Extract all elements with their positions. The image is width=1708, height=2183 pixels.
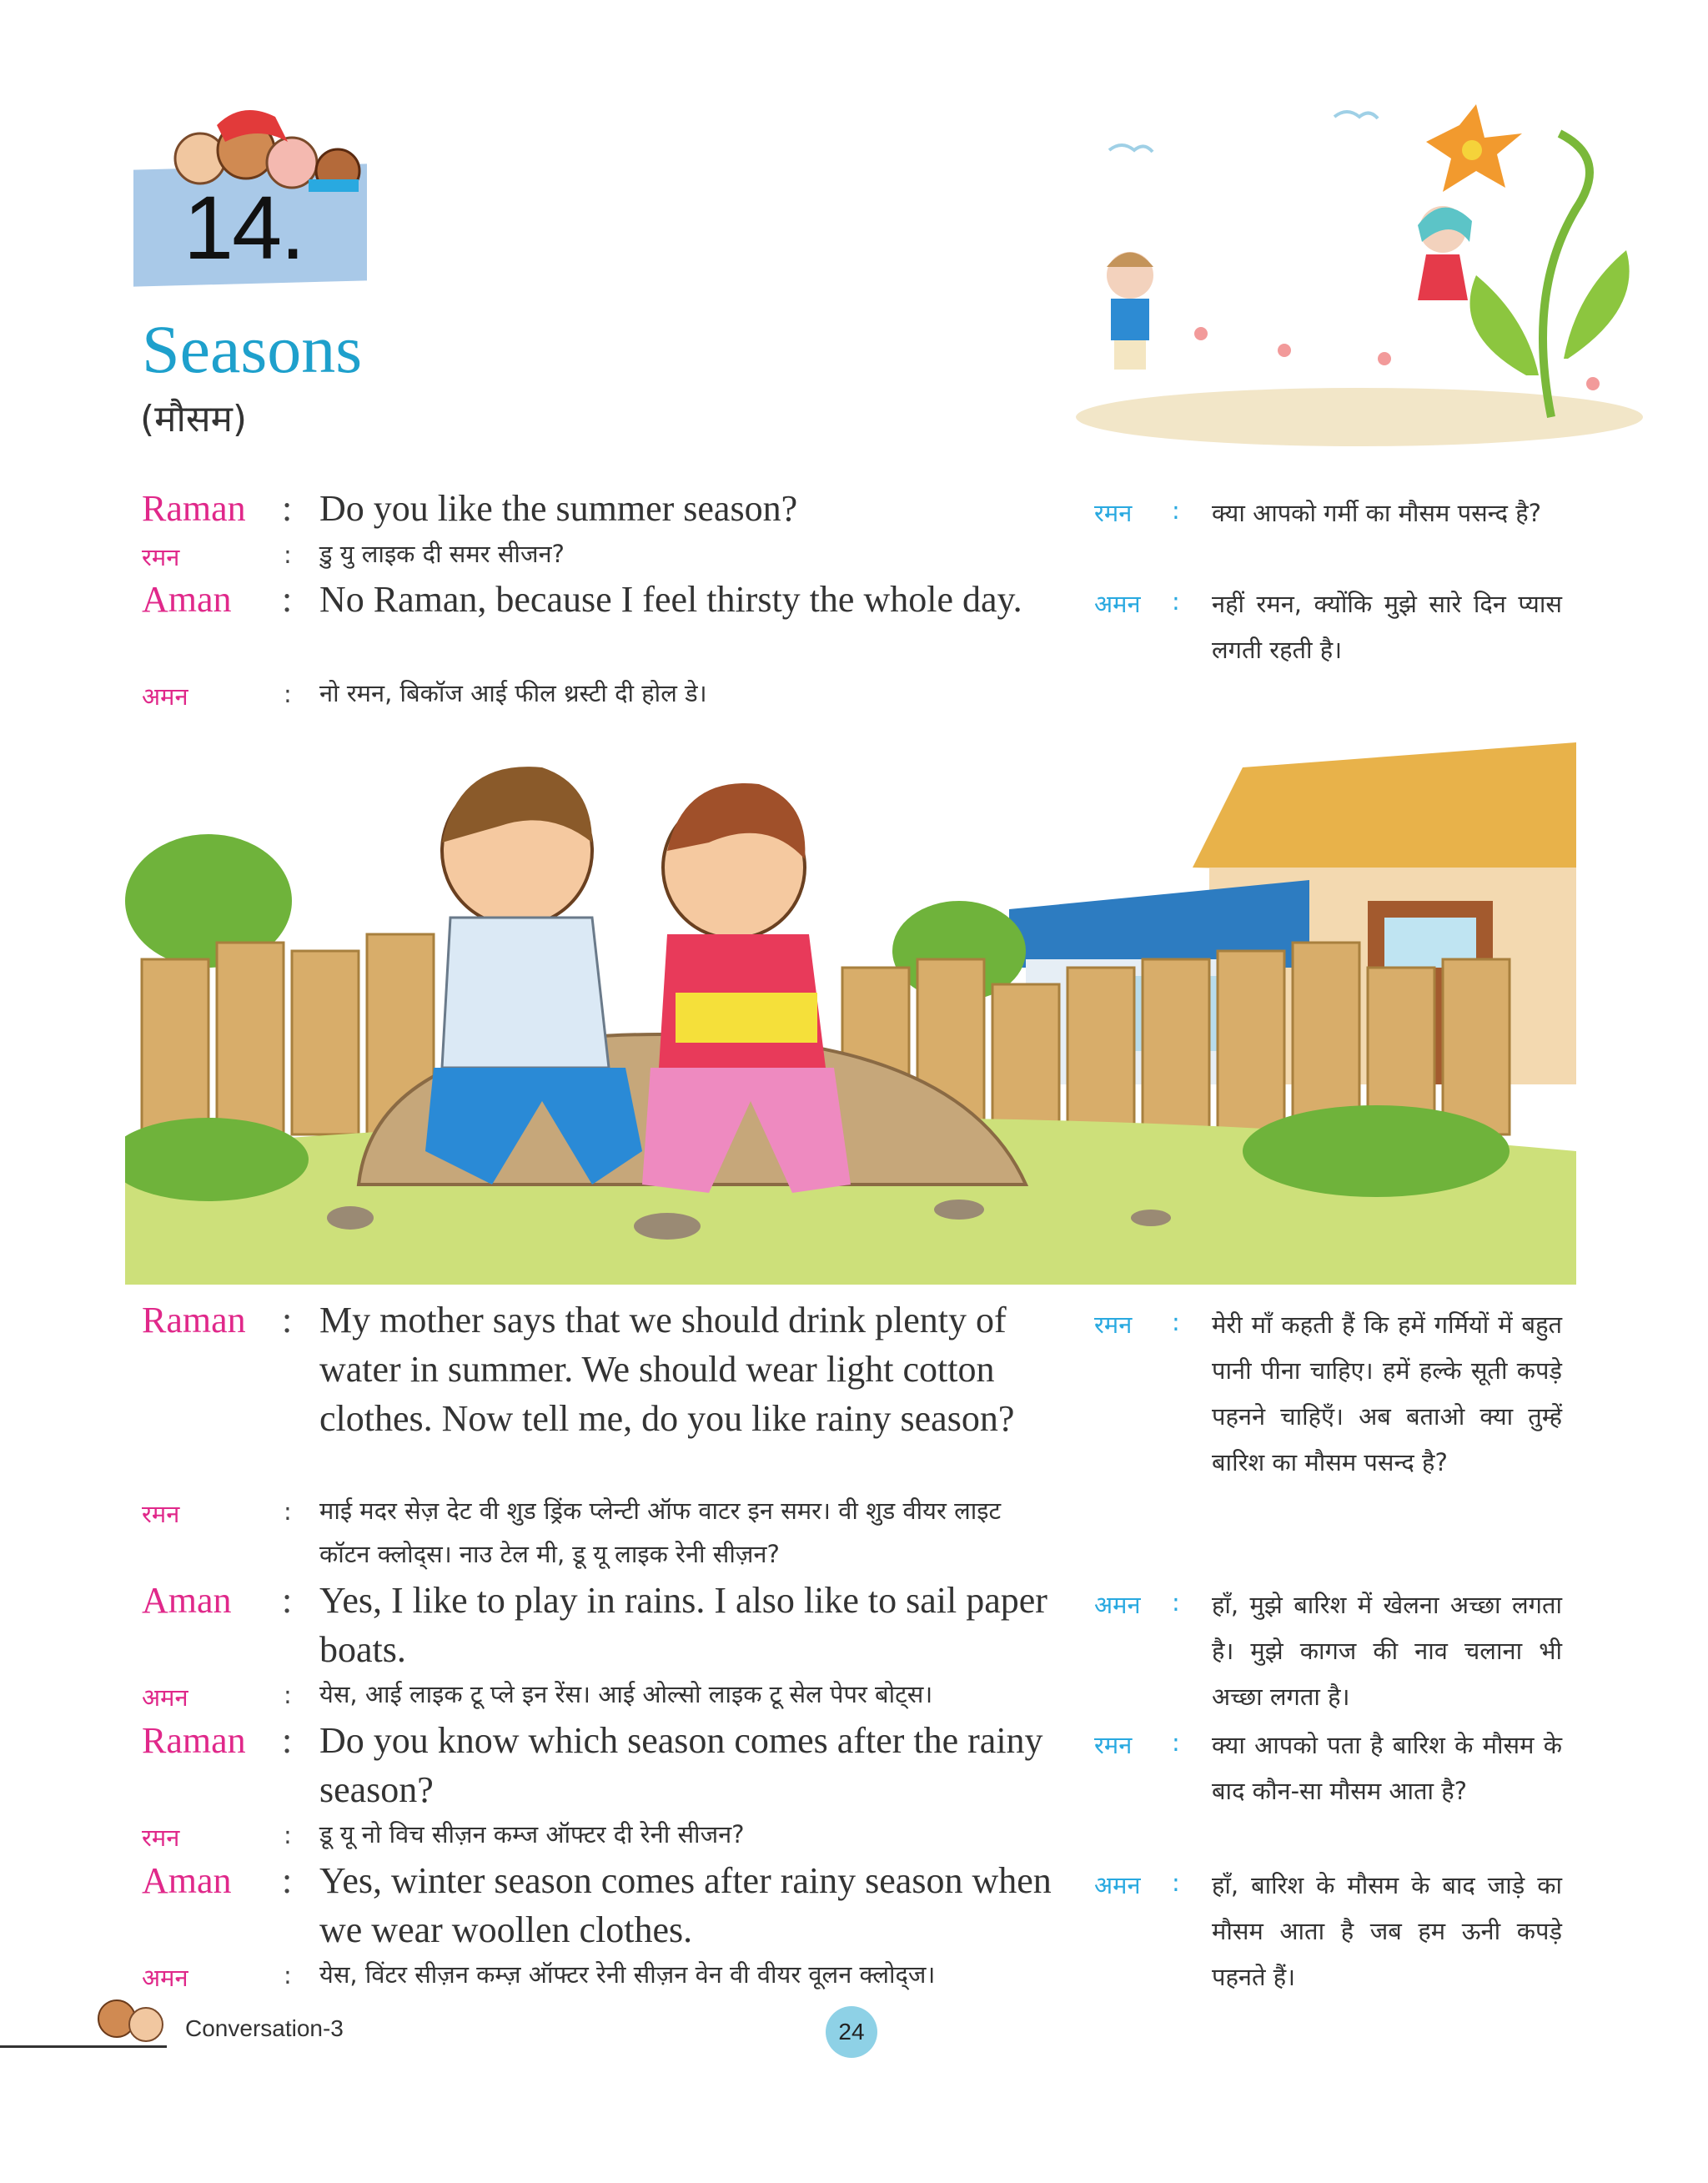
- right-speaker-aman: अमन: [1094, 590, 1141, 618]
- english-line: No Raman, because I feel thirsty the whole day.: [319, 579, 1022, 620]
- colon: :: [284, 541, 292, 569]
- children-flower-illustration: [1059, 83, 1643, 450]
- speaker-aman-en: Aman: [142, 1580, 232, 1621]
- transliteration-line: येस, आई लाइक टू प्ले इन रेंस। आई ओल्सो लाइक टू सेल पेपर बोट्स।: [319, 1680, 933, 1708]
- speaker-raman-en: Raman: [142, 1720, 246, 1761]
- colon: :: [284, 1497, 292, 1526]
- colon: :: [284, 1961, 292, 1989]
- colon: :: [1172, 496, 1180, 525]
- colon: :: [282, 1720, 293, 1761]
- english-line: Yes, I like to play in rains. I also like to sail paper boats.: [319, 1580, 1047, 1670]
- english-line: My mother says that we should drink plenty of water in summer. We should wear light cotton clothes. Now tell me, do you like rainy season?: [319, 1300, 1015, 1439]
- footer-babies-icon: [83, 1981, 175, 2048]
- hindi-translation: हाँ, बारिश के मौसम के बाद जाड़े का मौसम आता है जब हम ऊनी कपड़े पहनते हैं।: [1212, 1871, 1562, 1991]
- right-speaker-raman: रमन: [1094, 1731, 1133, 1759]
- colon: :: [284, 1821, 292, 1849]
- page-subtitle: (मौसम): [140, 398, 248, 440]
- speaker-aman-en: Aman: [142, 1860, 232, 1901]
- colon: :: [284, 1681, 292, 1709]
- hindi-translation: हाँ, मुझे बारिश में खेलना अच्छा लगता है। मुझे कागज की नाव चलाना भी अच्छा लगता है।: [1212, 1591, 1562, 1711]
- colon: :: [282, 1860, 293, 1901]
- colon: :: [1172, 1728, 1180, 1757]
- english-line: Yes, winter season comes after rainy season when we wear woollen clothes.: [319, 1860, 1052, 1950]
- transliteration-line: येस, विंटर सीज़न कम्ज़ ऑफ्टर रेनी सीज़न वेन वी वीयर वूलन क्लोद्ज।: [319, 1960, 936, 1989]
- colon: :: [1172, 1869, 1180, 1897]
- transliteration-line: डु यु लाइक दी समर सीजन?: [319, 540, 565, 568]
- transliteration-line: माई मदर सेज़ देट वी शुड ड्रिंक प्लेन्टी ऑफ वाटर इन समर। वी शुड वीयर लाइट कॉटन क्लोद्स। नाउ टेल मी, डू यू लाइक रेनी सीज़न?: [319, 1496, 1002, 1568]
- english-line: Do you like the summer season?: [319, 488, 798, 529]
- right-speaker-aman: अमन: [1094, 1871, 1141, 1899]
- transliteration-line: नो रमन, बिकॉज आई फील थ्रस्टी दी होल डे।: [319, 679, 707, 707]
- hindi-translation: मेरी माँ कहती हैं कि हमें गर्मियों में बहुत पानी पीना चाहिए। हमें हल्के सूती कपड़े पहनने चाहिएँ। अब बताओ क्या तुम्हें बारिश का मौसम पसन्द है?: [1212, 1310, 1562, 1476]
- colon: :: [282, 579, 293, 620]
- right-speaker-raman: रमन: [1094, 1310, 1133, 1339]
- hindi-translation: क्या आपको पता है बारिश के मौसम के बाद कौन-सा मौसम आता है?: [1212, 1731, 1562, 1805]
- page-number: 24: [826, 2006, 877, 2058]
- speaker-aman-hi: अमन: [142, 682, 188, 711]
- right-speaker-aman: अमन: [1094, 1591, 1141, 1619]
- speaker-raman-hi: रमन: [142, 543, 180, 571]
- colon: :: [1172, 1588, 1180, 1617]
- transliteration-line: डू यू नो विच सीज़न कम्ज ऑफ्टर दी रेनी सीजन?: [319, 1820, 745, 1849]
- speaker-raman-en: Raman: [142, 488, 246, 529]
- colon: :: [1172, 1308, 1180, 1336]
- english-line: Do you know which season comes after the rainy season?: [319, 1720, 1043, 1810]
- speaker-aman-hi: अमन: [142, 1964, 188, 1992]
- speaker-raman-en: Raman: [142, 1300, 246, 1340]
- page-title: Seasons: [142, 311, 363, 387]
- colon: :: [282, 488, 293, 529]
- book-title: Conversation-3: [185, 2015, 344, 2041]
- colon: :: [282, 1300, 293, 1340]
- hindi-translation: नहीं रमन, क्योंकि मुझे सारे दिन प्यास लगती रहती है।: [1212, 590, 1562, 664]
- chapter-number: 14.: [183, 177, 304, 278]
- right-speaker-raman: रमन: [1094, 499, 1133, 527]
- hindi-translation: क्या आपको गर्मी का मौसम पसन्द है?: [1212, 499, 1542, 527]
- colon: :: [284, 680, 292, 708]
- colon: :: [1172, 587, 1180, 616]
- colon: :: [282, 1580, 293, 1621]
- speaker-aman-hi: अमन: [142, 1683, 188, 1712]
- boys-sitting-illustration: [125, 717, 1576, 1285]
- speaker-raman-hi: रमन: [142, 1500, 180, 1528]
- speaker-aman-en: Aman: [142, 579, 232, 620]
- speaker-raman-hi: रमन: [142, 1823, 180, 1852]
